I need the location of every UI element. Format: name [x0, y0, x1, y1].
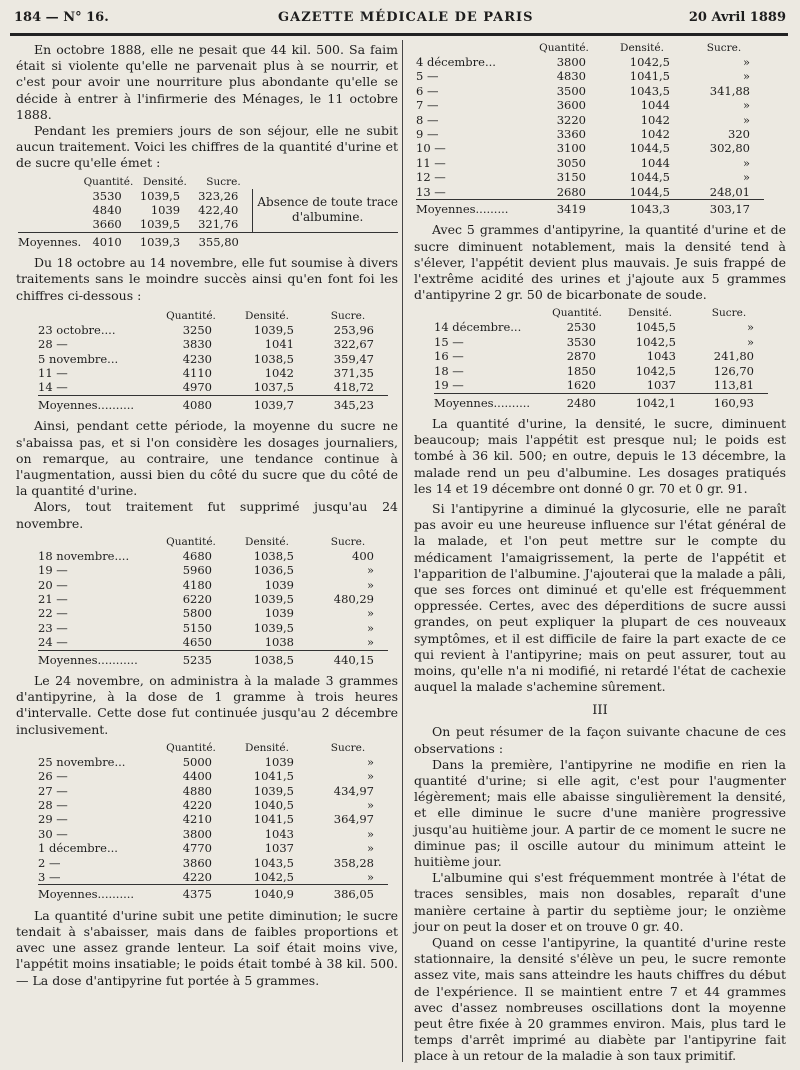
urine-table-initial: [18, 176, 398, 250]
table-row: 7 — 3600 1044 »: [416, 98, 750, 113]
table-mean-row: Moyennes........... 5235 1038,5 440,15: [38, 650, 388, 667]
table-note: d'albumine.: [292, 210, 364, 225]
table-row: 13 — 2680 1044,5 248,01: [416, 184, 750, 199]
table-row: 28 — 3830 1041 322,67: [38, 337, 374, 352]
journal-title: GAZETTE MÉDICALE DE PARIS: [278, 10, 534, 25]
paragraph: Le 24 novembre, on administra à la malade 3 grammes d'antipyrine, à la dose de 1 gramme à trois heures d'intervalle. Cette dose fut continuée jusqu'au 2 décembre inclusivement.: [16, 672, 398, 737]
paragraph: Dans la première, l'antipyrine ne modifie en rien la quantité d'urine; si elle agit, c'est pour l'augmenter légèrement; mais elle abaisse singulièrement la densité, et elle diminue le sucre d'une manière progressive jusqu'au huitième jour. A partir de ce moment le sucre ne diminue pas; il oscille autour du minimum atteint le huitième jour.: [414, 756, 786, 869]
col-header: Sucre.: [330, 309, 366, 322]
table-row: 24 — 4650 1038 »: [38, 635, 374, 650]
paragraph: Alors, tout traitement fut supprimé jusqu'au 24 novembre.: [16, 499, 398, 531]
table-row: 3530 1039,5 323,26 Absence de toute trace d'albumine.: [18, 189, 398, 203]
table-row: 28 — 4220 1040,5 »: [38, 798, 374, 812]
urine-table-antipyrine-3g: [38, 742, 388, 902]
page-header: [14, 4, 786, 28]
col-header: Quantité.: [539, 42, 589, 54]
paragraph: Du 18 octobre au 14 novembre, elle fut soumise à divers traitements sans le moindre succès ainsi qu'en font foi les chiffres ci-dessous :: [16, 255, 398, 303]
table-row: 4840 1039 422,40: [92, 203, 239, 218]
col-header: Quantité.: [166, 535, 216, 548]
table-row: 5 novembre... 4230 1038,5 359,47: [38, 351, 374, 366]
page-number: 184 — N° 16.: [14, 10, 109, 25]
table-row: 3 — 4220 1042,5 »: [38, 870, 374, 885]
table-mean-row: Moyennes.......... 4080 1039,7 345,23: [38, 395, 388, 412]
table-row: 27 — 4880 1039,5 434,97: [38, 783, 374, 798]
paragraph: Quand on cesse l'antipyrine, la quantité d'urine reste stationnaire, la densité s'élève un peu, le sucre remonte assez vite, mais sans atteindre les hauts chiffres du début de l'expérience. Il se maintient entre 7 et 44 grammes avec d'assez nombreuses oscillations dont la moyenne peut être fixée à 20 grammes environ. Mais, plus tard le temps d'arrêt imprimé au diabète par l'antipyrine fait place à un retour de la maladie à son taux primitif.: [414, 935, 786, 1064]
table-row: 23 — 5150 1039,5 »: [38, 620, 374, 635]
table-mean-row: Moyennes. 4010 1039,3 355,80: [18, 232, 398, 249]
table-row: 23 octobre.... 3250 1039,5 253,96: [38, 322, 374, 337]
table-row: 3660 1039,5 321,76: [92, 217, 239, 232]
table-row: 15 — 3530 1042,5 »: [434, 334, 754, 349]
col-header: Quantité.: [83, 175, 134, 188]
table-row: 4 décembre... 3800 1042,5 »: [416, 55, 750, 69]
table-row: 25 novembre... 5000 1039 »: [38, 754, 374, 769]
issue-date: 20 Avril 1889: [688, 10, 786, 25]
table-row: 9 — 3360 1042 320: [416, 127, 750, 142]
table-row: 30 — 3800 1043 »: [38, 826, 374, 841]
col-header: Sucre.: [706, 42, 742, 54]
table-row: 6 — 3500 1043,5 341,88: [416, 83, 750, 98]
col-header: Densité.: [245, 309, 289, 322]
paragraph: Avec 5 grammes d'antipyrine, la quantité d'urine et de sucre diminuent notablement, mais la densité tend à s'élever, l'appétit devient plus mauvais. Je suis frappé de l'extrême acidité des urines et j'ajoute aux 5 grammes d'antipyrine 2 gr. 50 de bicarbonate de soude.: [414, 222, 786, 303]
table-row: 26 — 4400 1041,5 »: [38, 769, 374, 784]
table-row: 14 — 4970 1037,5 418,72: [38, 380, 374, 395]
table-mean-row: Moyennes......... 3419 1043,3 303,17: [416, 200, 764, 217]
table-row: 19 — 5960 1036,5 »: [38, 563, 374, 578]
col-header: Sucre.: [711, 307, 747, 320]
table-note: Absence de toute trace: [257, 195, 398, 210]
table-row: 10 — 3100 1044,5 302,80: [416, 141, 750, 156]
table-mean-row: Moyennes.......... 2480 1042,1 160,93: [434, 393, 768, 410]
table-row: 20 — 4180 1039 »: [38, 577, 374, 592]
table-row: 21 — 6220 1039,5 480,29: [38, 591, 374, 606]
table-row: 22 — 5800 1039 »: [38, 606, 374, 621]
table-row: 19 — 1620 1037 113,81: [434, 378, 754, 393]
col-header: Densité.: [142, 175, 187, 188]
table-row: 11 — 4110 1042 371,35: [38, 366, 374, 381]
urine-table-no-treatment: [38, 536, 388, 667]
table-row: 1 décembre... 4770 1037 »: [38, 841, 374, 856]
header-rule: [10, 33, 788, 36]
table-row: 12 — 3150 1044,5 »: [416, 170, 750, 185]
table-row: 5 — 4830 1041,5 »: [416, 69, 750, 84]
table-row: 18 — 1850 1042,5 126,70: [434, 363, 754, 378]
urine-table-antipyrine-5g: [416, 42, 764, 216]
paragraph: Pendant les premiers jours de son séjour, elle ne subit aucun traitement. Voici les chiffres de la quantité d'urine et de sucre qu'elle émet :: [16, 123, 398, 171]
table-row: 2 — 3860 1043,5 358,28: [38, 855, 374, 870]
section-heading: III: [592, 703, 608, 719]
table-row: 18 novembre.... 4680 1038,5 400: [38, 548, 374, 563]
table-row: 29 — 4210 1041,5 364,97: [38, 812, 374, 827]
right-column: [414, 42, 786, 1065]
col-header: Quantité.: [552, 307, 602, 320]
col-header: Densité.: [245, 535, 289, 548]
paragraph: La quantité d'urine subit une petite diminution; le sucre tendait à s'abaisser, mais dans de faibles proportions et avec une assez grande lenteur. La soif était moins vive, l'appétit moins insatiable; le poids était tombé à 38 kil. 500. — La dose d'antipyrine fut portée à 5 grammes.: [16, 907, 398, 988]
col-header: Quantité.: [166, 741, 216, 754]
left-column: [16, 42, 398, 989]
col-header: Quantité.: [166, 309, 216, 322]
paragraph: En octobre 1888, elle ne pesait que 44 kil. 500. Sa faim était si violente qu'elle ne parvenait plus à se nourrir, et c'est pour avoir une nourriture plus abondante qu'elle se décide à entrer à l'infirmerie des Ménages, le 11 octobre 1888.: [16, 42, 398, 122]
paragraph: Ainsi, pendant cette période, la moyenne du sucre ne s'abaissa pas, et si l'on considère les dosages journaliers, on remarque, au contraire, une tendance continue à l'augmentation, aussi bien du côté du sucre que du côté de la quantité d'urine.: [16, 418, 398, 499]
col-header: Densité.: [245, 741, 289, 754]
table-row: 11 — 3050 1044 »: [416, 155, 750, 170]
col-header: Sucre.: [330, 535, 366, 548]
col-header: Sucre.: [330, 741, 366, 754]
paragraph: On peut résumer de la façon suivante chacune de ces observations :: [414, 724, 786, 756]
table-row: 14 décembre... 2530 1045,5 »: [434, 320, 754, 335]
urine-table-treatments: [38, 310, 388, 412]
column-divider: [402, 40, 403, 1062]
table-mean-row: Moyennes.......... 4375 1040,9 386,05: [38, 885, 388, 902]
col-header: Densité.: [628, 307, 672, 320]
col-header: Sucre.: [206, 175, 241, 188]
paragraph: Si l'antipyrine a diminué la glycosurie, elle ne paraît pas avoir eu une heureuse influence sur l'état général de la malade, et l'on peut mettre sur le compte du médicament l'amaigrissement, la perte de l'appétit et l'apparition de l'albumine. J'ajouterai que la malade a pâli, que ses forces ont diminué et qu'elle est fréquemment oppressée. Certes, avec des déperditions de sucre aussi grandes, on peut expliquer la plupart de ces nouveaux symptômes, et il est difficile de faire la part exacte de ce qui revient à l'antipyrine; mais on peut assurer, tout au moins, qu'elle n'a ni modifié, ni retardé l'état de cachexie auquel la malade s'achemine sûrement.: [414, 500, 786, 695]
col-header: Densité.: [620, 42, 664, 54]
paragraph: La quantité d'urine, la densité, le sucre, diminuent beaucoup; mais l'appétit est presque nul; le poids est tombé à 36 kil. 500; en outre, depuis le 13 décembre, la malade rend un peu d'albumine. Les dosages pratiqués les 14 et 19 décembre ont donné 0 gr. 70 et 0 gr. 91.: [414, 415, 786, 496]
paragraph: L'albumine qui s'est fréquemment montrée à l'état de traces sensibles, mais non dosables, reparaît d'une manière certaine à partir du septième jour; le onzième jour on peut la doser et on trouve 0 gr. 40.: [414, 870, 786, 934]
urine-table-bicarbonate: [434, 307, 768, 409]
table-row: 8 — 3220 1042 »: [416, 112, 750, 127]
table-row: 16 — 2870 1043 241,80: [434, 349, 754, 364]
